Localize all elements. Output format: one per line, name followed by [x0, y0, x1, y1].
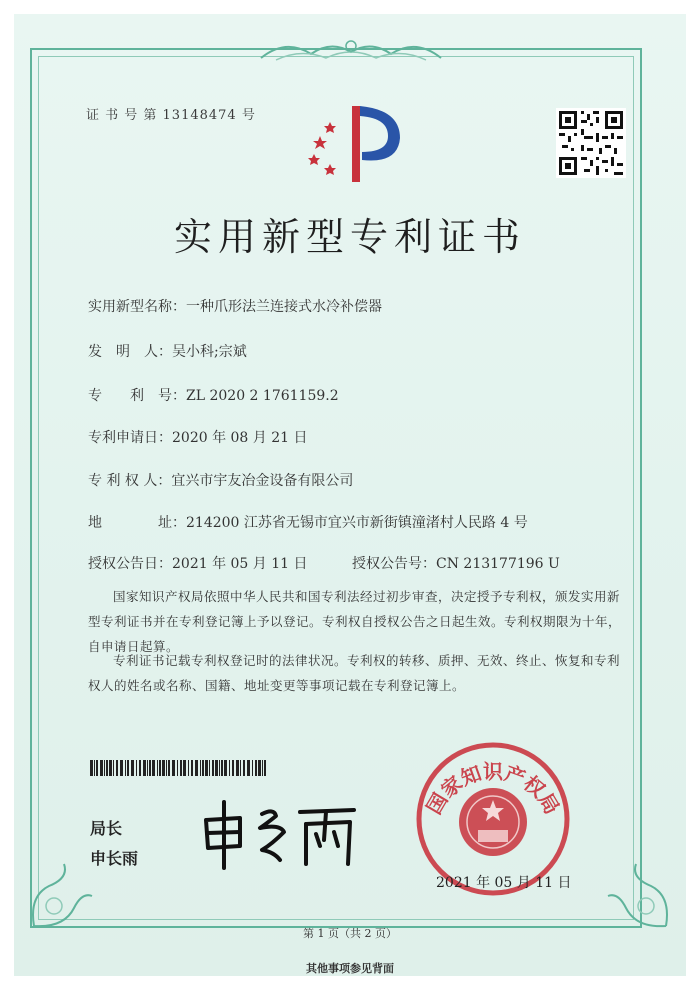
field-grant-date — [88, 553, 308, 573]
field-label: 专利申请日： — [88, 430, 172, 446]
field-label: 实用新型名称： — [88, 299, 186, 315]
field-value: 一种爪形法兰连接式水冷补偿器 — [186, 299, 382, 315]
seal-date: 2021 年 05 月 11 日 — [436, 875, 572, 891]
document-title: 实用新型专利证书 — [173, 215, 526, 259]
field-inventor — [88, 341, 247, 361]
top-ornament-icon — [256, 36, 446, 66]
field-label: 授权公告日： — [88, 556, 172, 572]
corner-ornament-bottom-right-icon — [606, 856, 676, 932]
field-label: 授权公告号： — [352, 556, 436, 572]
field-value: 2021 年 05 月 11 日 — [172, 556, 308, 572]
page-indicator: 第 1 页（共 2 页） — [303, 927, 397, 940]
field-value: ZL 2020 2 1761159.2 — [186, 388, 339, 404]
field-value: 2020 年 08 月 21 日 — [172, 430, 308, 446]
field-filing-date — [88, 427, 308, 447]
legal-status-paragraph: 专利证书记载专利权登记时的法律状况。专利权的转移、质押、无效、终止、恢复和专利权人的姓名或名称、国籍、地址变更等事项记载在专利登记簿上。 — [88, 653, 621, 693]
field-label: 发 明 人： — [88, 344, 172, 360]
field-value: 214200 江苏省无锡市宜兴市新街镇潼渚村人民路 4 号 — [186, 515, 528, 531]
corner-ornament-bottom-left-icon — [24, 856, 94, 932]
field-utility-model-name — [88, 296, 382, 316]
cnipa-logo-icon — [300, 100, 410, 188]
certificate-number: 证 书 号 第 13148474 号 — [86, 108, 256, 123]
seal-text: 国家知识产权局 — [421, 759, 565, 819]
field-value: 吴小科;宗斌 — [172, 344, 247, 360]
field-label: 专 利 号： — [88, 388, 186, 404]
footer-note: 其他事项参见背面 — [306, 962, 394, 975]
signature-icon — [196, 794, 366, 874]
field-value: 宜兴市宇友冶金设备有限公司 — [171, 473, 354, 489]
signatory-title: 局长 — [90, 819, 123, 838]
field-patentee — [88, 470, 353, 490]
signatory-name: 申长雨 — [90, 849, 139, 868]
field-grant-number — [352, 553, 560, 573]
field-label: 地 址： — [88, 515, 186, 531]
field-value: CN 213177196 U — [436, 556, 560, 572]
field-address — [88, 512, 528, 532]
field-label: 专 利 权 人： — [88, 473, 172, 489]
grant-statement-paragraph: 国家知识产权局依照中华人民共和国专利法经过初步审查，决定授予专利权，颁发实用新型专利证书并在专利登记簿上予以登记。专利权自授权公告之日起生效。专利权期限为十年，自申请日起算。 — [88, 589, 622, 654]
qr-code-icon — [556, 108, 626, 178]
field-patent-number — [88, 385, 339, 405]
barcode-icon — [90, 760, 268, 776]
